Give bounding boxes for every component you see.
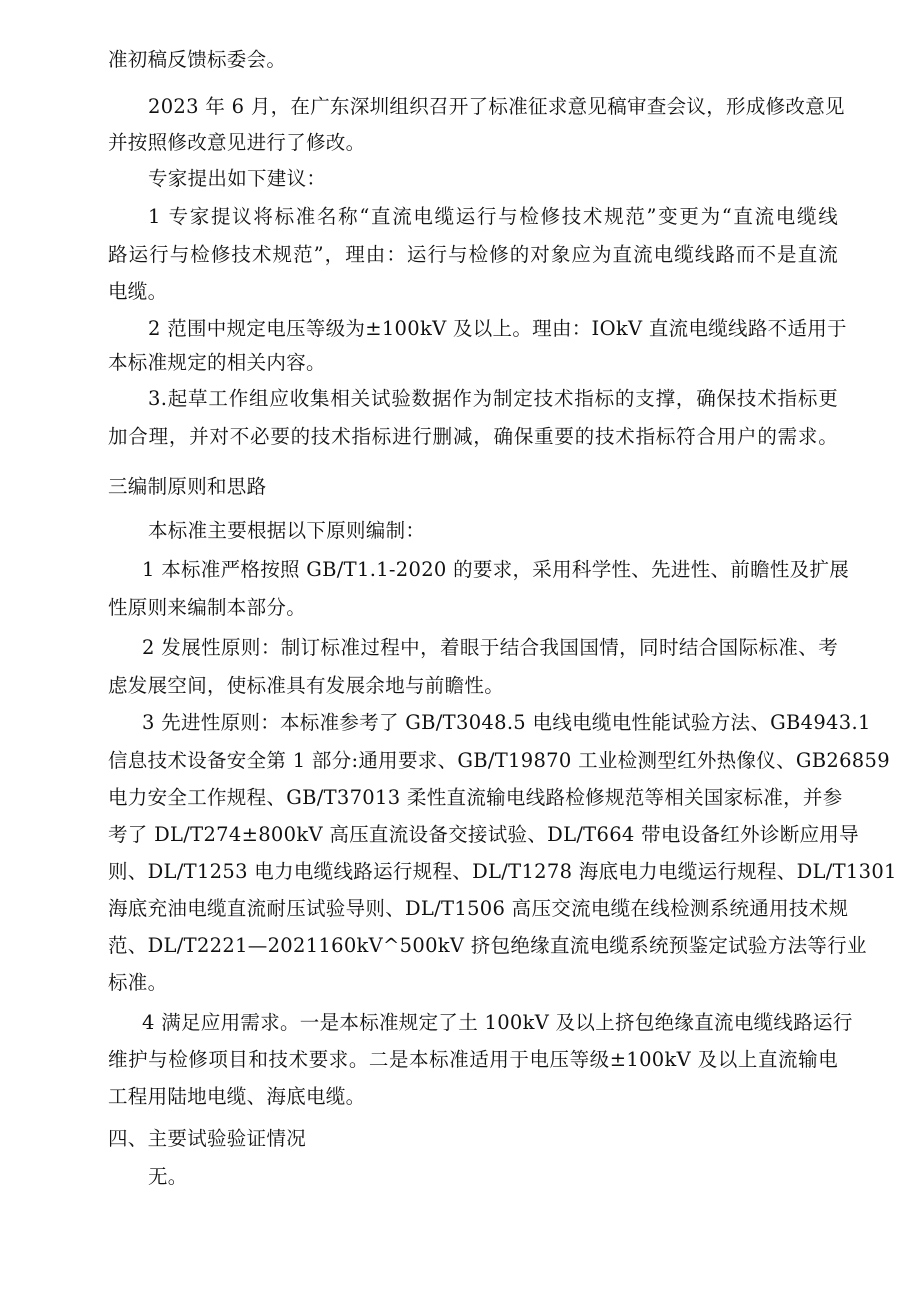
text-line: 性原则来编制本部分。 [108, 596, 307, 619]
text-line: 2023 年 6 月，在广东深圳组织召开了标准征求意见稿审查会议，形成修改意见 [148, 95, 845, 118]
text-line: 则、DL/T1253 电力电缆线路运行规程、DL/T1278 海底电力电缆运行规程、DL/T1301 [108, 860, 897, 883]
text-line: 维护与检修项目和技术要求。二是本标准适用于电压等级±100kV 及以上直流输电 [108, 1048, 838, 1071]
text-line: 本标准主要根据以下原则编制： [148, 519, 426, 542]
text-line: 2 范围中规定电压等级为±100kV 及以上。理由：IOkV 直流电缆线路不适用于 [148, 317, 847, 340]
text-line: 4 满足应用需求。一是本标准规定了土 100kV 及以上挤包绝缘直流电缆线路运行 [142, 1011, 853, 1034]
text-line: 3.起草工作组应收集相关试验数据作为制定技术指标的支撑，确保技术指标更 [148, 387, 838, 410]
text-line: 电缆。 [108, 280, 168, 303]
text-line: 考了 DL/T274±800kV 高压直流设备交接试验、DL/T664 带电设备红外诊断应用导 [108, 823, 859, 846]
text-line: 2 发展性原则：制订标准过程中，着眼于结合我国国情，同时结合国际标准、考 [142, 636, 838, 659]
text-line: 本标准规定的相关内容。 [108, 351, 326, 374]
text-line: 加合理，并对不必要的技术指标进行删减，确保重要的技术指标符合用户的需求。 [108, 425, 838, 448]
section-heading: 四、主要试验验证情况 [108, 1127, 307, 1150]
text-line: 标准。 [108, 971, 168, 994]
text-line: 电力安全工作规程、GB/T37013 柔性直流输电线路检修规范等相关国家标准，并参 [108, 786, 843, 809]
text-line: 准初稿反馈标委会。 [108, 48, 287, 71]
text-line: 信息技术设备安全第 1 部分:通用要求、GB/T19870 工业检测型红外热像仪、GB26859 [108, 749, 890, 772]
text-line: 并按照修改意见进行了修改。 [108, 131, 366, 154]
text-line: 路运行与检修技术规范”，理由：运行与检修的对象应为直流电缆线路而不是直流 [108, 243, 838, 266]
text-line: 范、DL/T2221—2021160kV^500kV 挤包绝缘直流电缆系统预鉴定试验方法等行业 [108, 934, 867, 957]
text-line: 1 本标准严格按照 GB/T1.1-2020 的要求，采用科学性、先进性、前瞻性及扩展 [142, 558, 850, 581]
text-line: 无。 [148, 1165, 188, 1188]
text-line: 虑发展空间，使标准具有发展余地与前瞻性。 [108, 674, 505, 697]
text-line: 3 先进性原则：本标准参考了 GB/T3048.5 电线电缆电性能试验方法、GB4943.1 [142, 711, 871, 734]
text-line: 1 专家提议将标准名称“直流电缆运行与检修技术规范”变更为“直流电缆线 [148, 205, 838, 228]
text-line: 工程用陆地电缆、海底电缆。 [108, 1085, 366, 1108]
section-heading: 三编制原则和思路 [108, 475, 267, 498]
text-line: 海底充油电缆直流耐压试验导则、DL/T1506 高压交流电缆在线检测系统通用技术规 [108, 897, 849, 920]
text-line: 专家提出如下建议： [148, 167, 327, 190]
